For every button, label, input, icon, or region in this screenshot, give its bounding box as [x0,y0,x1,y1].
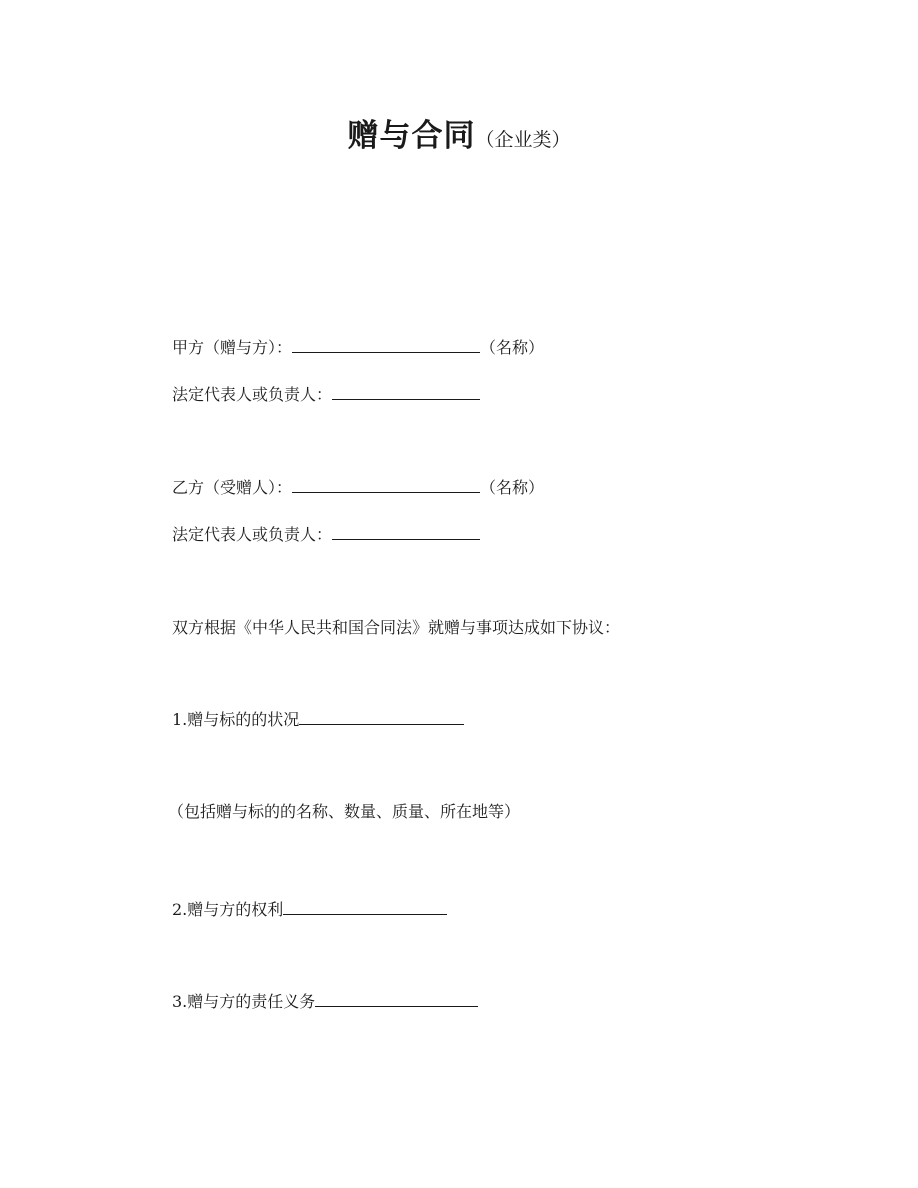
clause-1-label: 1.赠与标的的状况 [172,710,300,729]
party-b-label: 乙方（受赠人）： [172,478,293,497]
party-a-rep-label: 法定代表人或负责人： [172,385,333,404]
clause-3-blank[interactable] [315,991,478,1007]
title-subtitle: （企业类） [475,129,571,151]
party-a-label: 甲方（赠与方）： [172,338,293,357]
party-a-rep-line [172,384,480,405]
clause-3-line [172,991,478,1012]
clause-2-blank[interactable] [283,899,447,915]
party-a-name-suffix: （名称） [480,338,545,357]
clause-3-label: 3.赠与方的责任义务 [172,992,316,1011]
clause-2-label: 2.赠与方的权利 [172,900,284,919]
party-a-rep-blank[interactable] [332,384,480,400]
party-b-name-blank[interactable] [292,477,480,493]
party-b-rep-line [172,524,480,545]
party-b-line [172,477,544,498]
clause-1-blank[interactable] [299,709,464,725]
party-b-name-suffix: （名称） [480,478,545,497]
title-main: 赠与合同 [347,118,476,154]
clause-1-line [172,709,464,730]
party-b-rep-label: 法定代表人或负责人： [172,525,333,544]
clause-1-note: （包括赠与标的的名称、数量、质量、所在地等） [168,802,521,821]
document-title [0,110,918,155]
party-a-name-blank[interactable] [292,337,480,353]
clause-2-line [172,899,447,920]
party-a-line [172,337,544,358]
party-b-rep-blank[interactable] [332,524,480,540]
agreement-intro: 双方根据《中华人民共和国合同法》就赠与事项达成如下协议： [172,618,621,637]
